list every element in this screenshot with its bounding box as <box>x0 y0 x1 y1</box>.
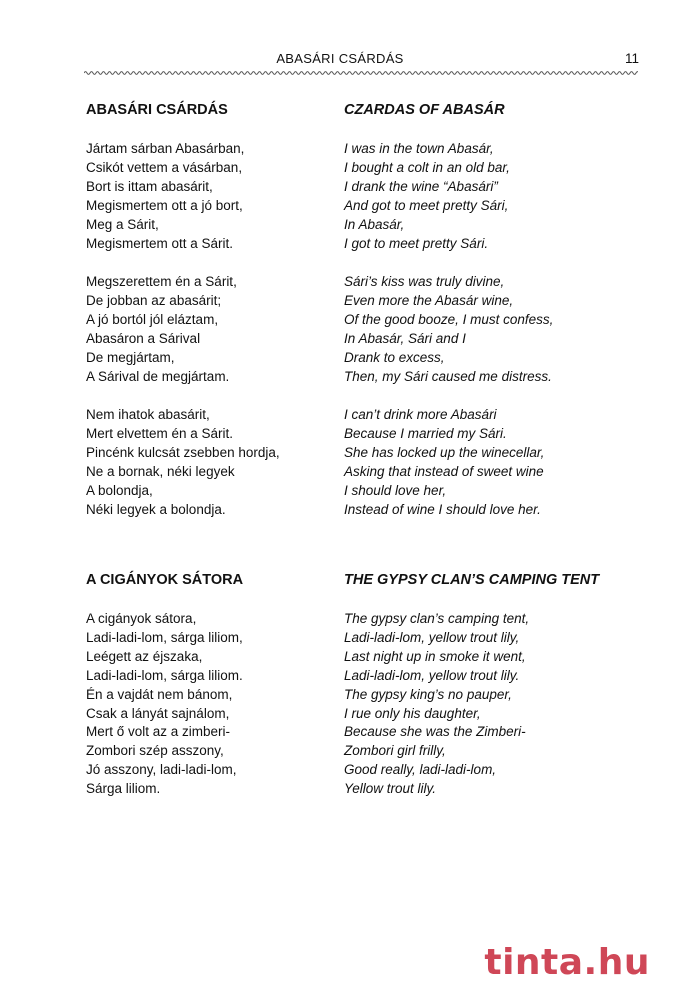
verse-line: Megszerettem én a Sárit, <box>86 274 237 289</box>
verse-line: A bolondja, <box>86 482 153 498</box>
stanza <box>86 140 244 253</box>
verse-line: De megjártam, <box>86 349 175 365</box>
stanza <box>86 406 280 519</box>
verse-line: Then, my Sári caused me distress. <box>344 368 552 384</box>
verse-line: A cigányok sátora, <box>86 611 197 626</box>
verse-line: Megismertem ott a jó bort, <box>86 197 243 213</box>
verse-line: Ladi-ladi-lom, yellow trout lily. <box>344 667 520 683</box>
verse-line: The gypsy king’s no pauper, <box>344 686 512 702</box>
verse-line: Ladi-ladi-lom, yellow trout lily, <box>344 629 520 645</box>
verse-line: A jó bortól jól eláztam, <box>86 311 219 327</box>
stanza <box>344 610 529 799</box>
running-header <box>0 49 680 69</box>
verse-line: I rue only his daughter, <box>344 705 481 721</box>
verse-line: Instead of wine I should love her. <box>344 501 541 517</box>
verse-line: A Sárival de megjártam. <box>86 368 230 384</box>
verse-line: Mert elvettem én a Sárit. <box>86 425 234 441</box>
verse-line: Leégett az éjszaka, <box>86 648 203 664</box>
verse-line: Nem ihatok abasárit, <box>86 407 210 422</box>
verse-line: Because she was the Zimberi- <box>344 724 526 740</box>
poem1-hungarian-title: ABASÁRI CSÁRDÁS <box>86 102 228 118</box>
verse-line: I bought a colt in an old bar, <box>344 159 510 175</box>
stanza <box>86 273 237 386</box>
verse-line: Megismertem ott a Sárit. <box>86 235 234 251</box>
verse-line: I was in the town Abasár, <box>344 141 494 156</box>
verse-line: Ladi-ladi-lom, sárga liliom, <box>86 629 243 645</box>
verse-line: Drank to excess, <box>344 349 445 365</box>
verse-line: Meg a Sárit, <box>86 216 159 232</box>
stanza <box>344 406 544 519</box>
verse-line: Csikót vettem a vásárban, <box>86 159 243 175</box>
verse-line: Sárga liliom. <box>86 781 161 797</box>
verse-line: Én a vajdát nem bánom, <box>86 686 233 702</box>
verse-line: Yellow trout lily. <box>344 781 437 797</box>
verse-line: Abasáron a Sárival <box>86 330 201 346</box>
verse-line: Asking that instead of sweet wine <box>344 463 544 479</box>
running-title: ABASÁRI CSÁRDÁS <box>276 51 404 66</box>
stanza <box>344 273 553 386</box>
verse-line: Good really, ladi-ladi-lom, <box>344 762 497 778</box>
stanza <box>86 610 243 799</box>
verse-line: Ladi-ladi-lom, sárga liliom. <box>86 667 243 683</box>
stanza <box>344 140 510 253</box>
tinta-watermark: tinta.hu <box>484 942 650 983</box>
verse-line: Pincénk kulcsát zsebben hordja, <box>86 444 280 460</box>
poem1-english-title: CZARDAS OF ABASÁR <box>344 102 505 118</box>
verse-line: In Abasár, Sári and I <box>344 330 466 346</box>
verse-line: Because I married my Sári. <box>344 425 507 441</box>
verse-line: Néki legyek a bolondja. <box>86 501 226 517</box>
verse-line: The gypsy clan’s camping tent, <box>344 611 530 626</box>
verse-line: Jártam sárban Abasárban, <box>86 141 245 156</box>
verse-line: I can’t drink more Abasári <box>344 407 497 422</box>
page-number: 11 <box>624 51 639 66</box>
verse-line: I got to meet pretty Sári. <box>344 235 489 251</box>
verse-line: Sári’s kiss was truly divine, <box>344 274 505 289</box>
verse-line: Of the good booze, I must confess, <box>344 311 554 327</box>
verse-line: Mert ő volt az a zimberi- <box>86 724 231 740</box>
verse-line: Zombori girl frilly, <box>344 743 446 759</box>
verse-line: I drank the wine “Abasári” <box>344 178 498 194</box>
verse-line: Last night up in smoke it went, <box>344 648 526 664</box>
verse-line: And got to meet pretty Sári, <box>344 197 509 213</box>
verse-line: Bort is ittam abasárit, <box>86 178 213 194</box>
verse-line: Jó asszony, ladi-ladi-lom, <box>86 762 237 778</box>
poem2-english-title: THE GYPSY CLAN’S CAMPING TENT <box>344 572 600 588</box>
verse-line: Csak a lányát sajnálom, <box>86 705 230 721</box>
verse-line: In Abasár, <box>344 216 405 232</box>
verse-line: Zombori szép asszony, <box>86 743 224 759</box>
verse-line: I should love her, <box>344 482 447 498</box>
verse-line: She has locked up the winecellar, <box>344 444 545 460</box>
verse-line: Ne a bornak, néki legyek <box>86 463 235 479</box>
poem2-hungarian-title: A CIGÁNYOK SÁTORA <box>86 572 244 588</box>
verse-line: Even more the Abasár wine, <box>344 292 514 308</box>
verse-line: De jobban az abasárit; <box>86 292 222 308</box>
wavy-divider <box>84 69 638 77</box>
